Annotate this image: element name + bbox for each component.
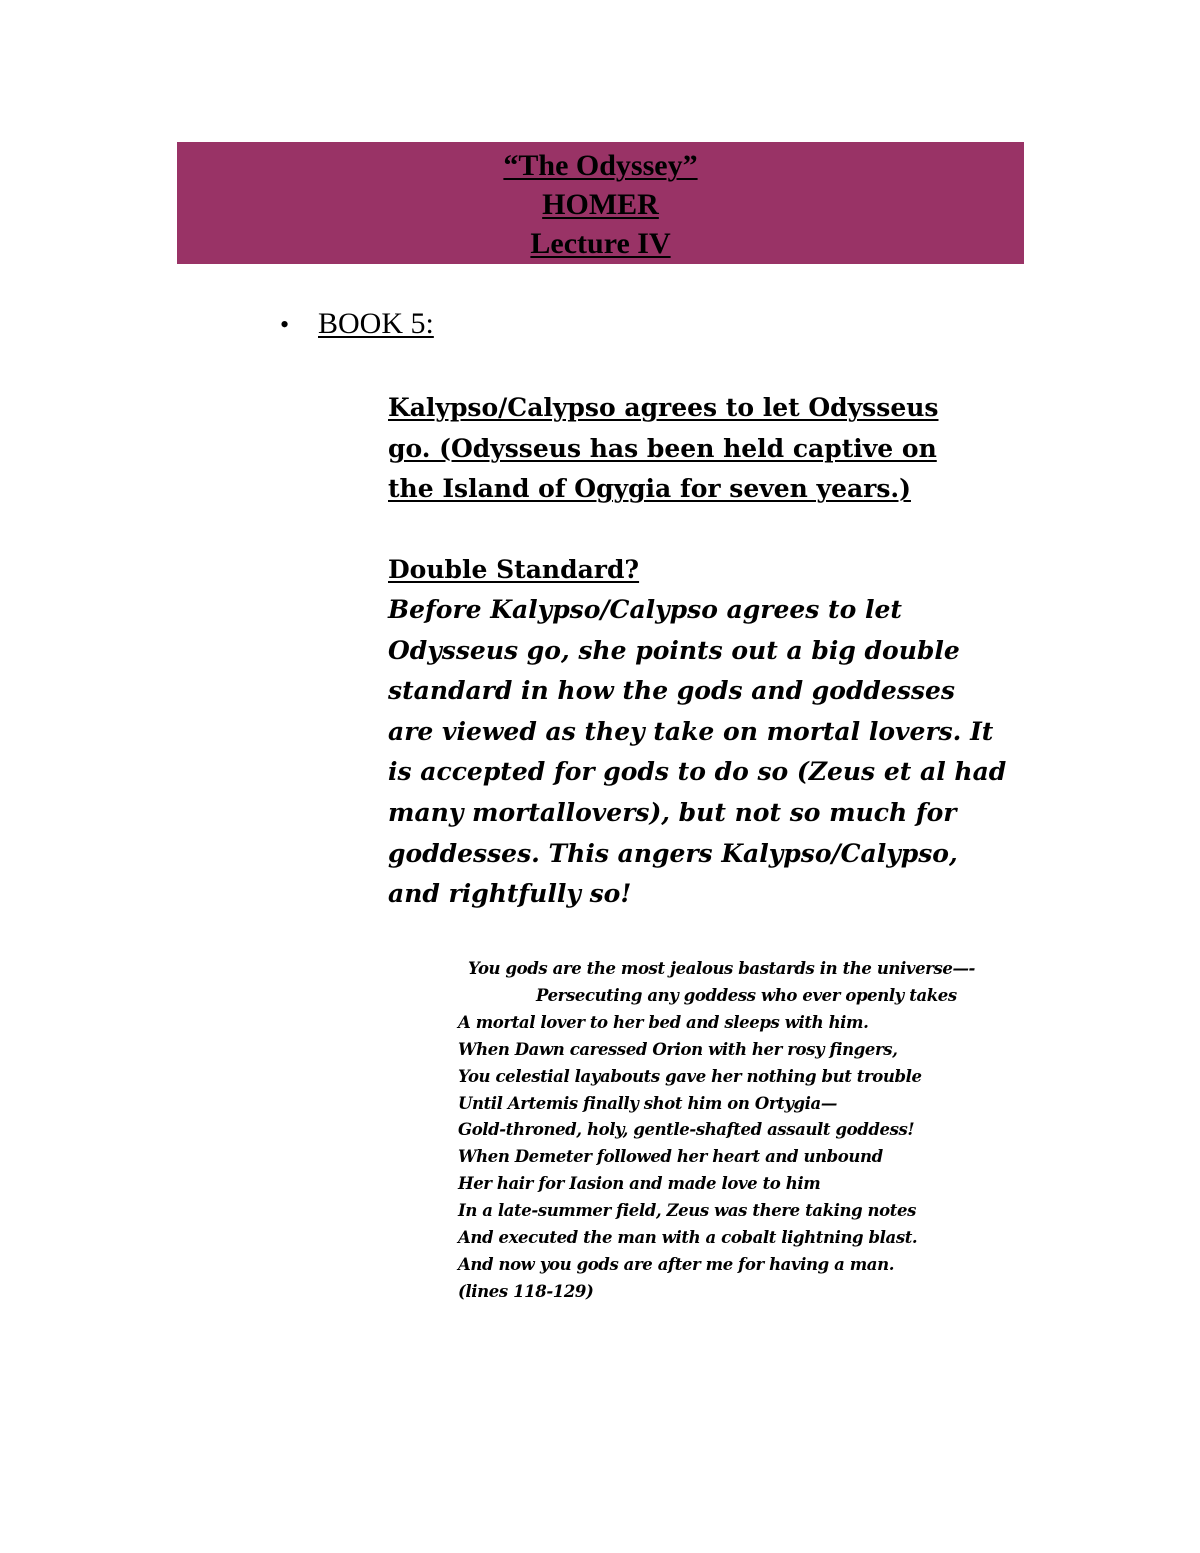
title-banner xyxy=(177,142,1024,264)
summary-line: Kalypso/Calypso agrees to let Odysseus xyxy=(388,393,939,422)
book-heading xyxy=(280,304,434,345)
paragraph-line: are viewed as they take on mortal lovers. It xyxy=(388,716,994,746)
author-name: HOMER xyxy=(542,188,659,221)
paragraph-line: goddesses. This angers Kalypso/Calypso, xyxy=(388,838,958,868)
double-standard-heading: Double Standard? xyxy=(388,555,640,584)
poem-line: Her hair for Iasion and made love to him xyxy=(458,1174,821,1194)
poem-citation: (lines 118-129) xyxy=(458,1281,594,1301)
poem-line: Persecuting any goddess who ever openly takes xyxy=(536,985,957,1005)
poem-line: When Demeter followed her heart and unbound xyxy=(458,1147,883,1167)
poem-line: You gods are the most jealous bastards in the universe—- xyxy=(468,959,976,978)
bullet-icon: • xyxy=(280,310,290,339)
paragraph-line: Before Kalypso/Calypso agrees to let xyxy=(388,595,902,624)
summary-line: the Island of Ogygia for seven years.) xyxy=(388,474,911,503)
paragraph-line: Odysseus go, she points out a big double xyxy=(388,635,960,665)
paragraph-line: is accepted for gods to do so (Zeus et al had xyxy=(388,757,1007,787)
poem-line: When Dawn caressed Orion with her rosy fingers, xyxy=(458,1039,898,1059)
paragraph-line: many mortallovers), but not so much for xyxy=(388,797,957,827)
poem-line: Until Artemis finally shot him on Ortygia— xyxy=(458,1093,837,1113)
summary-line: go. (Odysseus has been held captive on xyxy=(388,433,937,463)
poem-line: A mortal lover to her bed and sleeps with him. xyxy=(458,1012,869,1032)
poem-quotation xyxy=(458,956,1038,1306)
poem-line: Gold-throned, holy, gentle-shafted assault goddess! xyxy=(458,1120,915,1140)
paragraph-line: and rightfully so! xyxy=(388,879,632,909)
document-title: “The Odyssey” xyxy=(503,149,698,182)
double-standard-paragraph xyxy=(388,590,1038,915)
poem-line: In a late-summer field, Zeus was there taking notes xyxy=(458,1201,916,1221)
poem-line: And now you gods are after me for having a man. xyxy=(458,1254,895,1274)
paragraph-line: standard in how the gods and goddesses xyxy=(388,676,955,706)
lecture-number: Lecture IV xyxy=(530,227,671,260)
poem-line: And executed the man with a cobalt lightning blast. xyxy=(458,1228,918,1248)
book-label: BOOK 5: xyxy=(318,307,434,340)
book-summary xyxy=(388,388,1028,510)
poem-line: You celestial layabouts gave her nothing but trouble xyxy=(458,1066,922,1086)
